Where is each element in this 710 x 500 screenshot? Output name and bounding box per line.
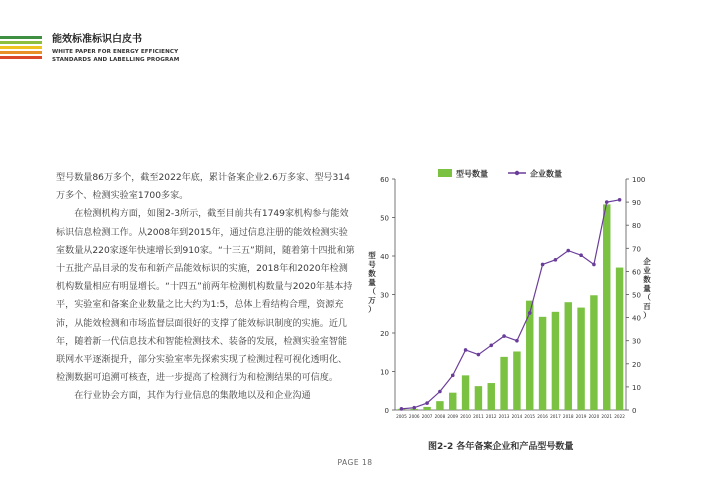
document-header	[52, 30, 179, 64]
stripe-1	[0, 36, 42, 39]
line-point	[464, 348, 468, 352]
y-axis-title-right: 企业数量（百）	[643, 257, 651, 320]
stripe-3	[0, 46, 42, 49]
bar	[565, 302, 572, 410]
header-title-cn: 能效标准标识白皮书	[52, 34, 142, 45]
right-tick-label: 0	[632, 407, 637, 415]
header-color-stripes	[0, 36, 42, 61]
line-point	[528, 311, 532, 315]
x-tick-label: 2019	[575, 414, 587, 419]
left-tick-label: 10	[380, 368, 389, 377]
bar	[577, 308, 584, 410]
paragraph-2: 在检测机构方面，如图2-3所示，截至目前共有1749家机构参与能效标识信息检测工作。从2008年到2015年，通过信息注册的能效检测实验室数量从220家逐年快速增长到910家。“十三五”期间，随着第十四批和第十五批产品目录的发布和新产品能效标识的实施，2018年和2020年检测机构数量相应有明显增长。“十四五”前两年检测机构数量与2020年基本持平，实验室和备案企业数量之比大约为1:5，总体上看结构合理，资源充沛，从能效检测和市场监督层面很好的支撑了能效标识制度的实施。近几年，随着新一代信息技术和智能检测技术、装备的发展，检测实验室智能联网水平逐渐提升，部分实验室率先探索实现了检测过程可视化透明化、检测数据可追溯可核查，进一步提高了检测行为和检测结果的可信度。	[56, 209, 355, 384]
figure-caption: 图2-2 各年备案企业和产品型号数量	[428, 442, 574, 452]
x-tick-label: 2021	[601, 414, 613, 419]
legend-swatch-bar	[438, 169, 452, 177]
line-point	[477, 353, 481, 357]
stripe-4	[0, 51, 42, 54]
line-series	[401, 200, 619, 409]
x-tick-label: 2006	[408, 414, 420, 419]
x-tick-label: 2014	[511, 414, 523, 419]
bar	[423, 407, 430, 410]
x-tick-label: 2016	[537, 414, 548, 419]
line-point	[400, 407, 404, 411]
bar	[603, 204, 610, 410]
bar	[539, 317, 546, 410]
right-tick-label: 70	[632, 245, 641, 254]
header-title-en-line1: WHITE PAPER FOR ENERGY EFFICIENCY	[52, 49, 179, 55]
left-tick-label: 30	[380, 291, 389, 300]
bar	[513, 351, 520, 410]
x-tick-label: 2007	[421, 414, 433, 419]
x-tick-label: 2015	[524, 414, 536, 419]
right-tick-label: 40	[632, 314, 641, 323]
bar	[526, 301, 533, 410]
stripe-2	[0, 41, 42, 44]
line-point	[592, 263, 596, 267]
line-point	[425, 401, 429, 405]
left-tick-label: 20	[380, 330, 389, 338]
combo-chart	[360, 166, 660, 428]
legend-label-line: 企业数量	[530, 169, 562, 179]
line-point	[489, 344, 493, 348]
line-point	[412, 406, 416, 410]
line-point	[579, 253, 583, 257]
bar	[488, 383, 495, 410]
x-tick-label: 2011	[473, 414, 484, 419]
right-tick-label: 10	[632, 383, 641, 392]
line-point	[502, 334, 506, 338]
x-tick-label: 2022	[614, 414, 625, 419]
page-number: PAGE 18	[337, 458, 373, 467]
x-tick-label: 2008	[434, 414, 446, 419]
right-tick-label: 60	[632, 268, 641, 277]
right-tick-label: 90	[632, 199, 641, 208]
bar	[462, 375, 469, 410]
right-tick-label: 30	[632, 337, 641, 346]
left-tick-label: 40	[380, 253, 389, 261]
x-tick-label: 2017	[550, 414, 561, 419]
left-tick-label: 60	[380, 176, 389, 184]
legend-label-bar: 型号数量	[456, 169, 488, 179]
chart-figure	[360, 166, 660, 428]
bar	[500, 357, 507, 410]
line-point	[438, 390, 442, 394]
line-point	[554, 258, 558, 262]
stripe-5	[0, 56, 42, 59]
x-tick-label: 2009	[447, 414, 459, 419]
left-tick-label: 0	[384, 407, 389, 415]
x-tick-label: 2005	[396, 414, 407, 419]
line-point	[618, 198, 622, 202]
header-title-en-line2: STANDARDS AND LABELLING PROGRAM	[52, 57, 180, 63]
bar	[590, 295, 597, 410]
y-axis-title-left: 型号数量（万）	[368, 251, 376, 314]
bar	[436, 401, 443, 410]
bar	[449, 393, 456, 410]
right-tick-label: 50	[632, 291, 641, 300]
line-point	[515, 339, 519, 343]
right-tick-label: 20	[632, 360, 641, 369]
bar	[552, 312, 559, 410]
x-tick-label: 2012	[485, 414, 497, 419]
x-tick-label: 2010	[460, 414, 471, 419]
x-tick-label: 2018	[562, 414, 574, 419]
line-point	[451, 374, 455, 378]
paragraph-1: 型号数量86万多个，截至2022年底，累计备案企业2.6万多家、型号314万多个、检测实验室1700多家。	[56, 173, 350, 202]
left-tick-label: 50	[380, 214, 389, 223]
paragraph-3: 在行业协会方面，其作为行业信息的集散地以及和企业沟通	[56, 391, 311, 402]
line-point	[566, 249, 570, 253]
line-point	[541, 263, 545, 267]
right-tick-label: 80	[632, 222, 641, 231]
body-text	[56, 169, 356, 406]
legend-swatch-line-point	[515, 171, 519, 175]
bar	[616, 268, 623, 410]
right-tick-label: 100	[632, 176, 646, 184]
bar	[475, 386, 482, 410]
line-point	[605, 200, 609, 204]
x-tick-label: 2020	[588, 414, 600, 419]
x-tick-label: 2013	[498, 414, 510, 419]
